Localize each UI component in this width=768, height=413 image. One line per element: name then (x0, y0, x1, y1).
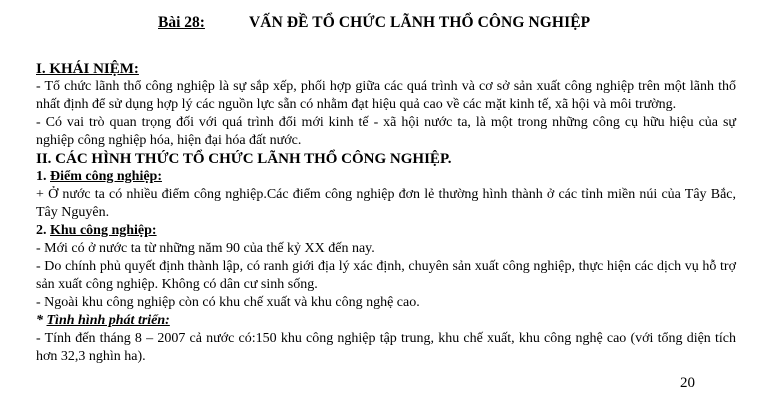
subsection-title: Tình hình phát triển: (46, 313, 170, 328)
section-heading-concept: I. KHÁI NIỆM: (36, 61, 139, 77)
page-number: 20 (680, 375, 695, 391)
document-page (36, 10, 736, 366)
subsection-heading-industrial-point (36, 168, 736, 186)
lesson-label: Bài 28: (158, 14, 205, 31)
section-forms (36, 150, 736, 366)
paragraph: - Có vai trò quan trọng đối với quá trình đổi mới kinh tế - xã hội nước ta, là một trong những công cụ hữu hiệu của sự nghiệp công nghiệp hóa, hiện đại hóa đất nước. (36, 115, 736, 148)
page-title: VẤN ĐỀ TỔ CHỨC LÃNH THỔ CÔNG NGHIỆP (249, 14, 591, 31)
section-concept (36, 60, 736, 150)
subsection-prefix: * (36, 313, 47, 328)
title-row (36, 10, 736, 38)
subsection-title: Khu công nghiệp: (50, 223, 157, 238)
subsection-title: Điểm công nghiệp: (50, 169, 162, 184)
paragraph: - Tính đến tháng 8 – 2007 cả nước có:150 khu công nghiệp tập trung, khu chế xuất, khu công nghệ cao (với tổng diện tích hơn 32,3 nghìn ha). (36, 331, 736, 364)
subsection-heading-development (36, 312, 736, 330)
paragraph: - Mới có ở nước ta từ những năm 90 của thế kỷ XX đến nay. (36, 241, 375, 256)
subsection-heading-industrial-zone (36, 222, 736, 240)
subsection-number: 2. (36, 223, 50, 238)
paragraph: + Ở nước ta có nhiều điểm công nghiệp.Các điểm công nghiệp đơn lẻ thường hình thành ở các tỉnh miền núi của Tây Bắc, Tây Nguyên. (36, 187, 736, 220)
subsection-number: 1. (36, 169, 50, 184)
paragraph: - Tổ chức lãnh thổ công nghiệp là sự sắp xếp, phối hợp giữa các quá trình và cơ sở sản xuất công nghiệp trên một lãnh thổ nhất định để sử dụng hợp lý các nguồn lực sẵn có nhằm đạt hiệu quả cao về các mặt kinh tế, xã hội và môi trường. (36, 79, 736, 112)
paragraph: - Ngoài khu công nghiệp còn có khu chế xuất và khu công nghệ cao. (36, 295, 420, 310)
section-heading-forms: II. CÁC HÌNH THỨC TỔ CHỨC LÃNH THỔ CÔNG NGHIỆP. (36, 151, 452, 167)
paragraph: - Do chính phủ quyết định thành lập, có ranh giới địa lý xác định, chuyên sản xuất công nghiệp, thực hiện các dịch vụ hỗ trợ sản xuất công nghiệp. Không có dân cư sinh sống. (36, 259, 736, 292)
